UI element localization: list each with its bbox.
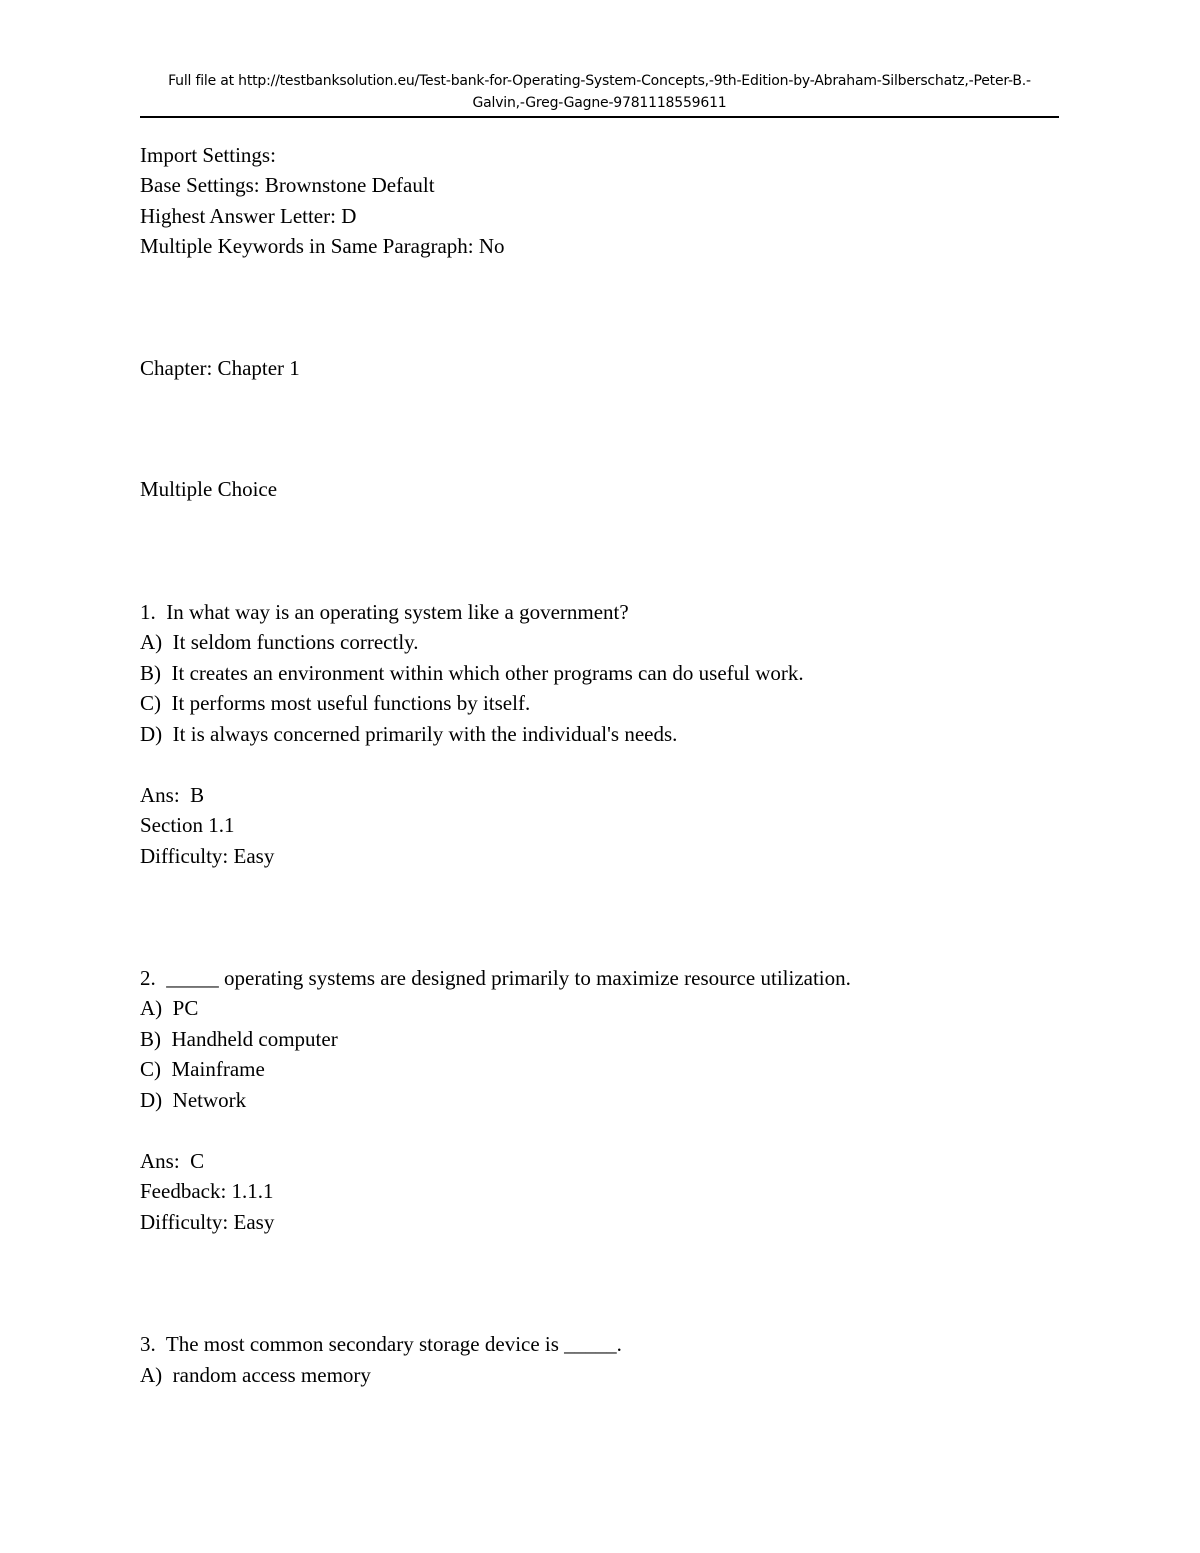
highest-answer-letter: Highest Answer Letter: D xyxy=(140,204,357,228)
question-2-answer: Ans: C xyxy=(140,1149,205,1173)
question-1-option-d: D) It is always concerned primarily with the individual's needs. xyxy=(140,722,678,746)
question-2-difficulty: Difficulty: Easy xyxy=(140,1210,275,1234)
question-1-option-b: B) It creates an environment within which other programs can do useful work. xyxy=(140,661,804,685)
question-2-stem: 2. _____ operating systems are designed primarily to maximize resource utilization. xyxy=(140,966,851,990)
multiple-keywords-setting: Multiple Keywords in Same Paragraph: No xyxy=(140,234,505,258)
question-3-option-a: A) random access memory xyxy=(140,1363,371,1387)
header-source-line-1: Full file at http://testbanksolution.eu/Test-bank-for-Operating-System-Concepts,-9th-Edition-by-Abraham-Silberschatz,-Peter-B.- xyxy=(168,73,1031,89)
question-2-option-d: D) Network xyxy=(140,1088,247,1112)
question-1-difficulty: Difficulty: Easy xyxy=(140,844,275,868)
question-1-stem: 1. In what way is an operating system like a government? xyxy=(140,600,629,624)
question-2-option-a: A) PC xyxy=(140,996,199,1020)
section-type: Multiple Choice xyxy=(140,477,278,501)
question-2-option-c: C) Mainframe xyxy=(140,1057,265,1081)
question-2-feedback: Feedback: 1.1.1 xyxy=(140,1179,274,1203)
header-source-line-2: Galvin,-Greg-Gagne-9781118559611 xyxy=(472,95,727,111)
question-2-option-b: B) Handheld computer xyxy=(140,1027,338,1051)
question-1-option-a: A) It seldom functions correctly. xyxy=(140,630,419,654)
question-1-answer: Ans: B xyxy=(140,783,205,807)
chapter-label: Chapter: Chapter 1 xyxy=(140,356,300,380)
base-settings: Base Settings: Brownstone Default xyxy=(140,173,435,197)
import-settings-heading: Import Settings: xyxy=(140,143,276,167)
header-divider xyxy=(140,116,1059,118)
question-3-stem: 3. The most common secondary storage device is _____. xyxy=(140,1332,622,1356)
page-header xyxy=(140,70,1059,114)
question-1-option-c: C) It performs most useful functions by itself. xyxy=(140,691,531,715)
question-1-section: Section 1.1 xyxy=(140,813,235,837)
